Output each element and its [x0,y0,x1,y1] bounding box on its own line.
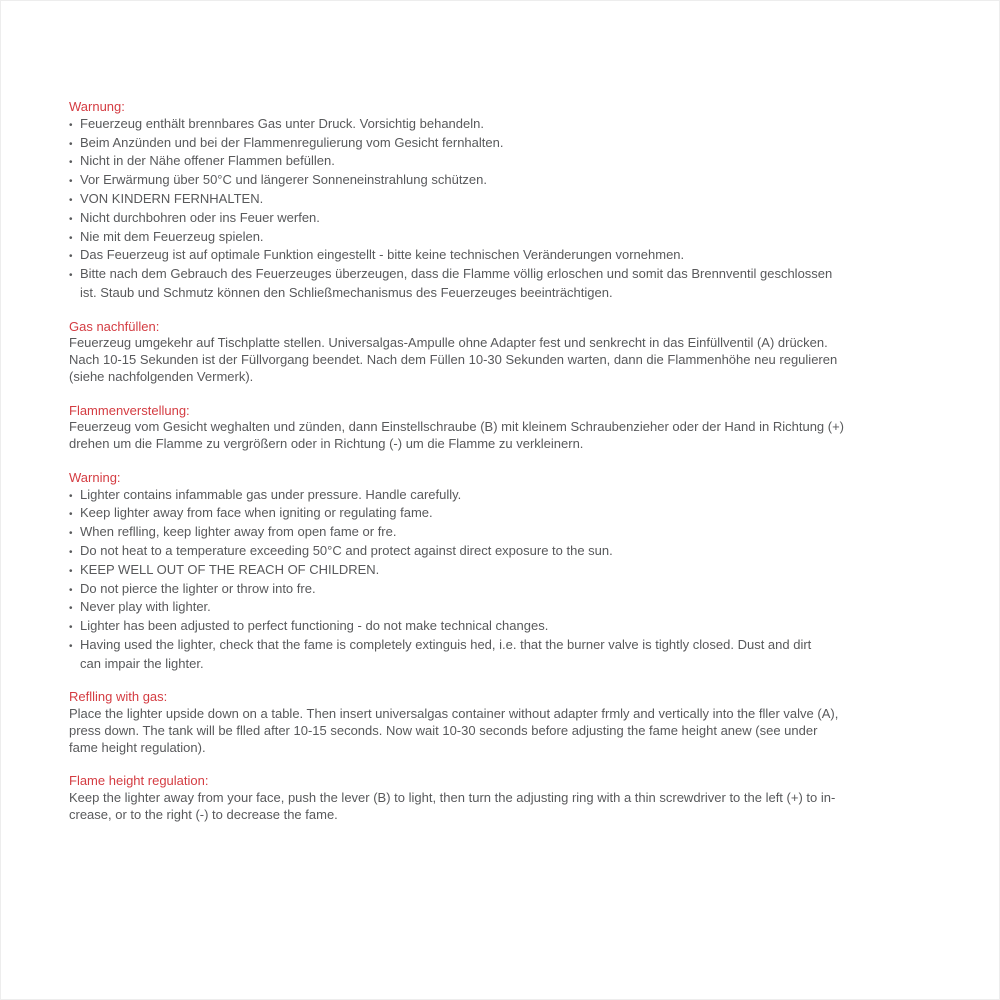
bullet-icon: • [69,213,73,225]
bullet-icon: • [69,138,73,150]
paragraph-line: Nach 10-15 Sekunden ist der Füllvorgang beendet. Nach dem Füllen 10-30 Sekunden warten, dann die Flammenhöhe neu regulieren [69,352,838,368]
bullet-text: Do not pierce the lighter or throw into fre. [80,580,316,596]
bullet-line [69,487,964,506]
bullet-icon: • [69,640,73,652]
bullet-text: VON KINDERN FERNHALTEN. [80,190,264,206]
bullet-text: Das Feuerzeug ist auf optimale Funktion eingestellt - bitte keine technischen Veränderungen vornehmen. [80,247,685,263]
bullet-line [69,172,964,191]
bullet-text: Lighter contains infammable gas under pressure. Handle carefully. [80,486,462,502]
bullet-icon: • [69,270,73,282]
bullet-line [69,229,964,248]
bullet-line [69,247,964,266]
bullet-icon: • [69,565,73,577]
section-flame-height-regulation [69,773,964,823]
bullet-text: Keep lighter away from face when igniting or regulating fame. [80,505,433,521]
bullet-continuation-line: can impair the lighter. [80,655,204,671]
section-heading: Warnung: [69,99,125,114]
bullet-text: Nicht durchbohren oder ins Feuer werfen. [80,209,320,225]
bullet-line [69,581,964,600]
bullet-line [69,135,964,154]
bullet-text: Nie mit dem Feuerzeug spielen. [80,228,264,244]
paragraph-line: fame height regulation). [69,739,206,755]
bullet-icon: • [69,176,73,188]
bullet-line [69,505,964,524]
section-heading: Flame height regulation: [69,773,209,789]
paragraph-line: Feuerzeug vom Gesicht weghalten und zünden, dann Einstellschraube (B) mit kleinem Schraubenzieher oder der Hand in Richtung (+) [69,419,845,435]
bullet-icon: • [69,603,73,615]
bullet-line [69,618,964,637]
bullet-text: KEEP WELL OUT OF THE REACH OF CHILDREN. [80,561,380,577]
section-warnung-de [69,99,964,302]
bullet-text: Never play with lighter. [80,599,211,615]
bullet-line [69,599,964,618]
bullet-text: Beim Anzünden und bei der Flammenregulierung vom Gesicht fernhalten. [80,134,504,150]
bullet-icon: • [69,528,73,540]
paragraph-line: crease, or to the right (-) to decrease the fame. [69,806,338,822]
bullet-line [69,543,964,562]
bullet-text: Feuerzeug enthält brennbares Gas unter Druck. Vorsichtig behandeln. [80,115,484,131]
section-heading: Warning: [69,469,121,485]
section-flammenverstellung [69,403,964,453]
bullet-line [69,562,964,581]
bullet-text: Vor Erwärmung über 50°C und längerer Sonneneinstrahlung schützen. [80,172,488,188]
bullet-line [69,191,964,210]
bullet-icon: • [69,157,73,169]
sections-container [69,99,964,840]
bullet-icon: • [69,509,73,521]
bullet-line [69,524,964,543]
bullet-icon: • [69,622,73,634]
bullet-icon: • [69,251,73,263]
bullet-line [69,116,964,135]
bullet-text: Do not heat to a temperature exceeding 50°C and protect against direct exposure to the sun. [80,542,613,558]
bullet-icon: • [69,119,73,131]
section-refilling-with-gas [69,689,964,756]
paragraph-line: press down. The tank will be flled after 10-15 seconds. Now wait 10-30 seconds before adjusting the fame height anew (see under [69,722,818,738]
bullet-icon: • [69,490,73,502]
bullet-text: Lighter has been adjusted to perfect functioning - do not make technical changes. [80,618,549,634]
bullet-line [69,210,964,229]
section-gas-nachfuellen [69,319,964,386]
bullet-text: When reflling, keep lighter away from open fame or fre. [80,524,397,540]
bullet-text: Nicht in der Nähe offener Flammen befüllen. [80,153,335,169]
bullet-icon: • [69,232,73,244]
bullet-line [69,266,964,285]
paragraph-line: Place the lighter upside down on a table. Then insert universalgas container without adapter frmly and vertically into the fller valve (A), [69,706,839,722]
bullet-icon: • [69,546,73,558]
bullet-line [69,637,964,656]
section-heading: Flammenverstellung: [69,402,190,418]
bullet-text: Having used the lighter, check that the fame is completely extinguis hed, i.e. that the burner valve is tightly closed. Dust and dirt [80,636,812,652]
section-warning-en [69,470,964,673]
paragraph-line: Keep the lighter away from your face, push the lever (B) to light, then turn the adjusting ring with a thin screwdriver to the left (+) to in- [69,790,836,806]
section-heading: Gas nachfüllen: [69,318,160,334]
bullet-text: Bitte nach dem Gebrauch des Feuerzeuges überzeugen, dass die Flamme völlig erloschen und somit das Brennventil geschlossen [80,266,833,282]
bullet-line [69,153,964,172]
bullet-icon: • [69,194,73,206]
paragraph-line: drehen um die Flamme zu vergrößern oder in Richtung (-) um die Flamme zu verkleinern. [69,436,584,452]
section-heading: Reflling with gas: [69,689,168,705]
bullet-icon: • [69,584,73,596]
bullet-continuation-line: ist. Staub und Schmutz können den Schließmechanismus des Feuerzeuges beeinträchtigen. [80,284,613,300]
paragraph-line: Feuerzeug umgekehr auf Tischplatte stellen. Universalgas-Ampulle ohne Adapter fest und senkrecht in das Einfüllventil (A) drücken. [69,335,828,351]
paragraph-line: (siehe nachfolgenden Vermerk). [69,368,254,384]
